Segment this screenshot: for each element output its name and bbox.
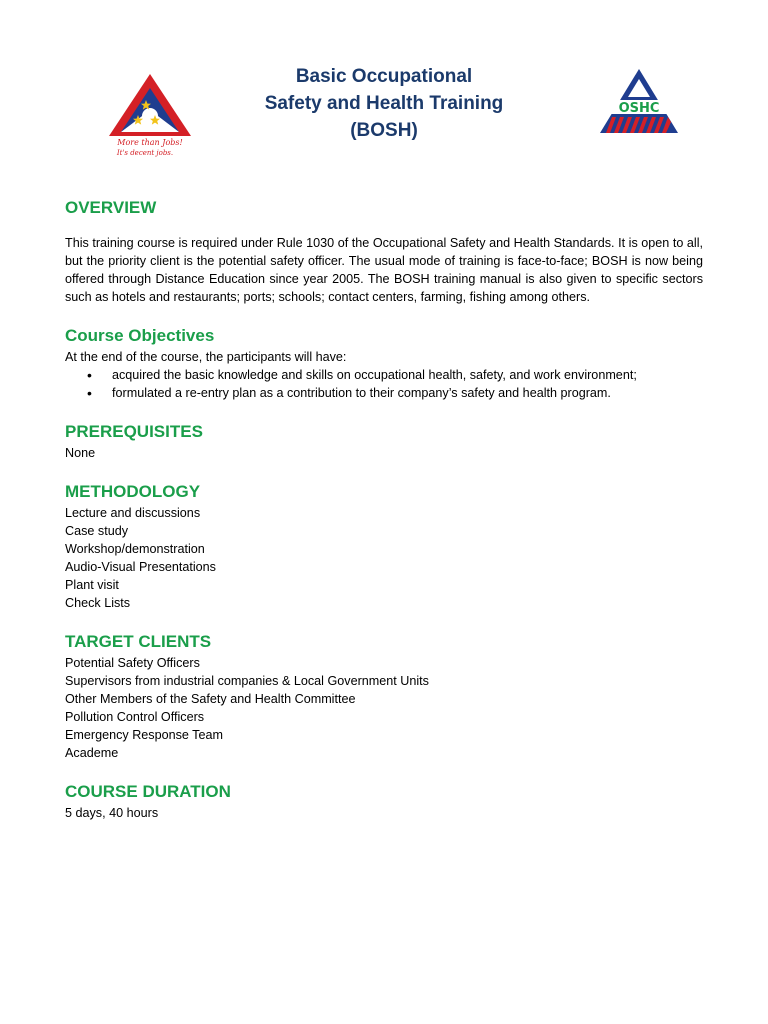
list-item xyxy=(65,384,703,402)
list-item: Audio-Visual Presentations xyxy=(65,560,216,574)
list-item: 5 days, 40 hours xyxy=(65,806,159,820)
duration-section xyxy=(65,780,703,822)
objective-text: acquired the basic knowledge and skills on occupational health, safety, and work environment; xyxy=(112,368,637,382)
oshc-logo-icon xyxy=(598,67,680,135)
prerequisites-heading: PREREQUISITES xyxy=(65,422,203,441)
list-item: Emergency Response Team xyxy=(65,728,223,742)
prerequisites-section xyxy=(65,420,703,462)
target-clients-section xyxy=(65,630,703,762)
list-item: Lecture and discussions xyxy=(65,506,201,520)
methodology-section xyxy=(65,480,703,612)
overview-section xyxy=(65,196,703,306)
target-clients-heading: TARGET CLIENTS xyxy=(65,632,212,651)
list-item: Supervisors from industrial companies & Local Government Units xyxy=(65,674,429,688)
overview-heading: OVERVIEW xyxy=(65,198,157,217)
objectives-section xyxy=(65,324,703,402)
list-item: Potential Safety Officers xyxy=(65,656,200,670)
objective-text: formulated a re-entry plan as a contribution to their company’s safety and health program. xyxy=(112,386,611,400)
methodology-heading: METHODOLOGY xyxy=(65,482,201,501)
list-item: Check Lists xyxy=(65,596,131,610)
list-item: Other Members of the Safety and Health Committee xyxy=(65,692,356,706)
list-item: None xyxy=(65,446,96,460)
list-item: Workshop/demonstration xyxy=(65,542,205,556)
objectives-intro: At the end of the course, the participants will have: xyxy=(65,350,347,364)
document-body xyxy=(65,196,703,822)
list-item: Pollution Control Officers xyxy=(65,710,205,724)
duration-heading: COURSE DURATION xyxy=(65,782,231,801)
title-line-3: (BOSH) xyxy=(350,120,418,141)
oshc-logo-text: OSHC xyxy=(618,101,660,116)
objectives-heading: Course Objectives xyxy=(65,326,215,345)
overview-text: This training course is required under Rule 1030 of the Occupational Safety and Health Standards. It is open to all, but the priority client is the potential safety officer. The usual mode of training is face-to-face; BOSH is now being offered through Distance Education since year 2005. The BOSH training manual is also given to specific sectors such as hotels and restaurants; ports; schools; contact centers, farming, fishing among others. xyxy=(65,236,703,304)
objectives-list xyxy=(65,366,703,402)
oshc-logo xyxy=(598,67,680,135)
list-item: Plant visit xyxy=(65,578,119,592)
bullet-icon: • xyxy=(87,385,92,401)
list-item: Case study xyxy=(65,524,128,538)
list-item xyxy=(65,366,703,384)
list-item: Academe xyxy=(65,746,119,760)
dole-tagline-2: It's decent jobs. xyxy=(116,149,174,157)
document-header xyxy=(0,0,768,170)
dole-tagline: More than Jobs! xyxy=(117,138,183,147)
bullet-icon: • xyxy=(87,367,92,383)
title-line-2: Safety and Health Training xyxy=(264,93,504,114)
title-line-1: Basic Occupational xyxy=(295,66,473,87)
